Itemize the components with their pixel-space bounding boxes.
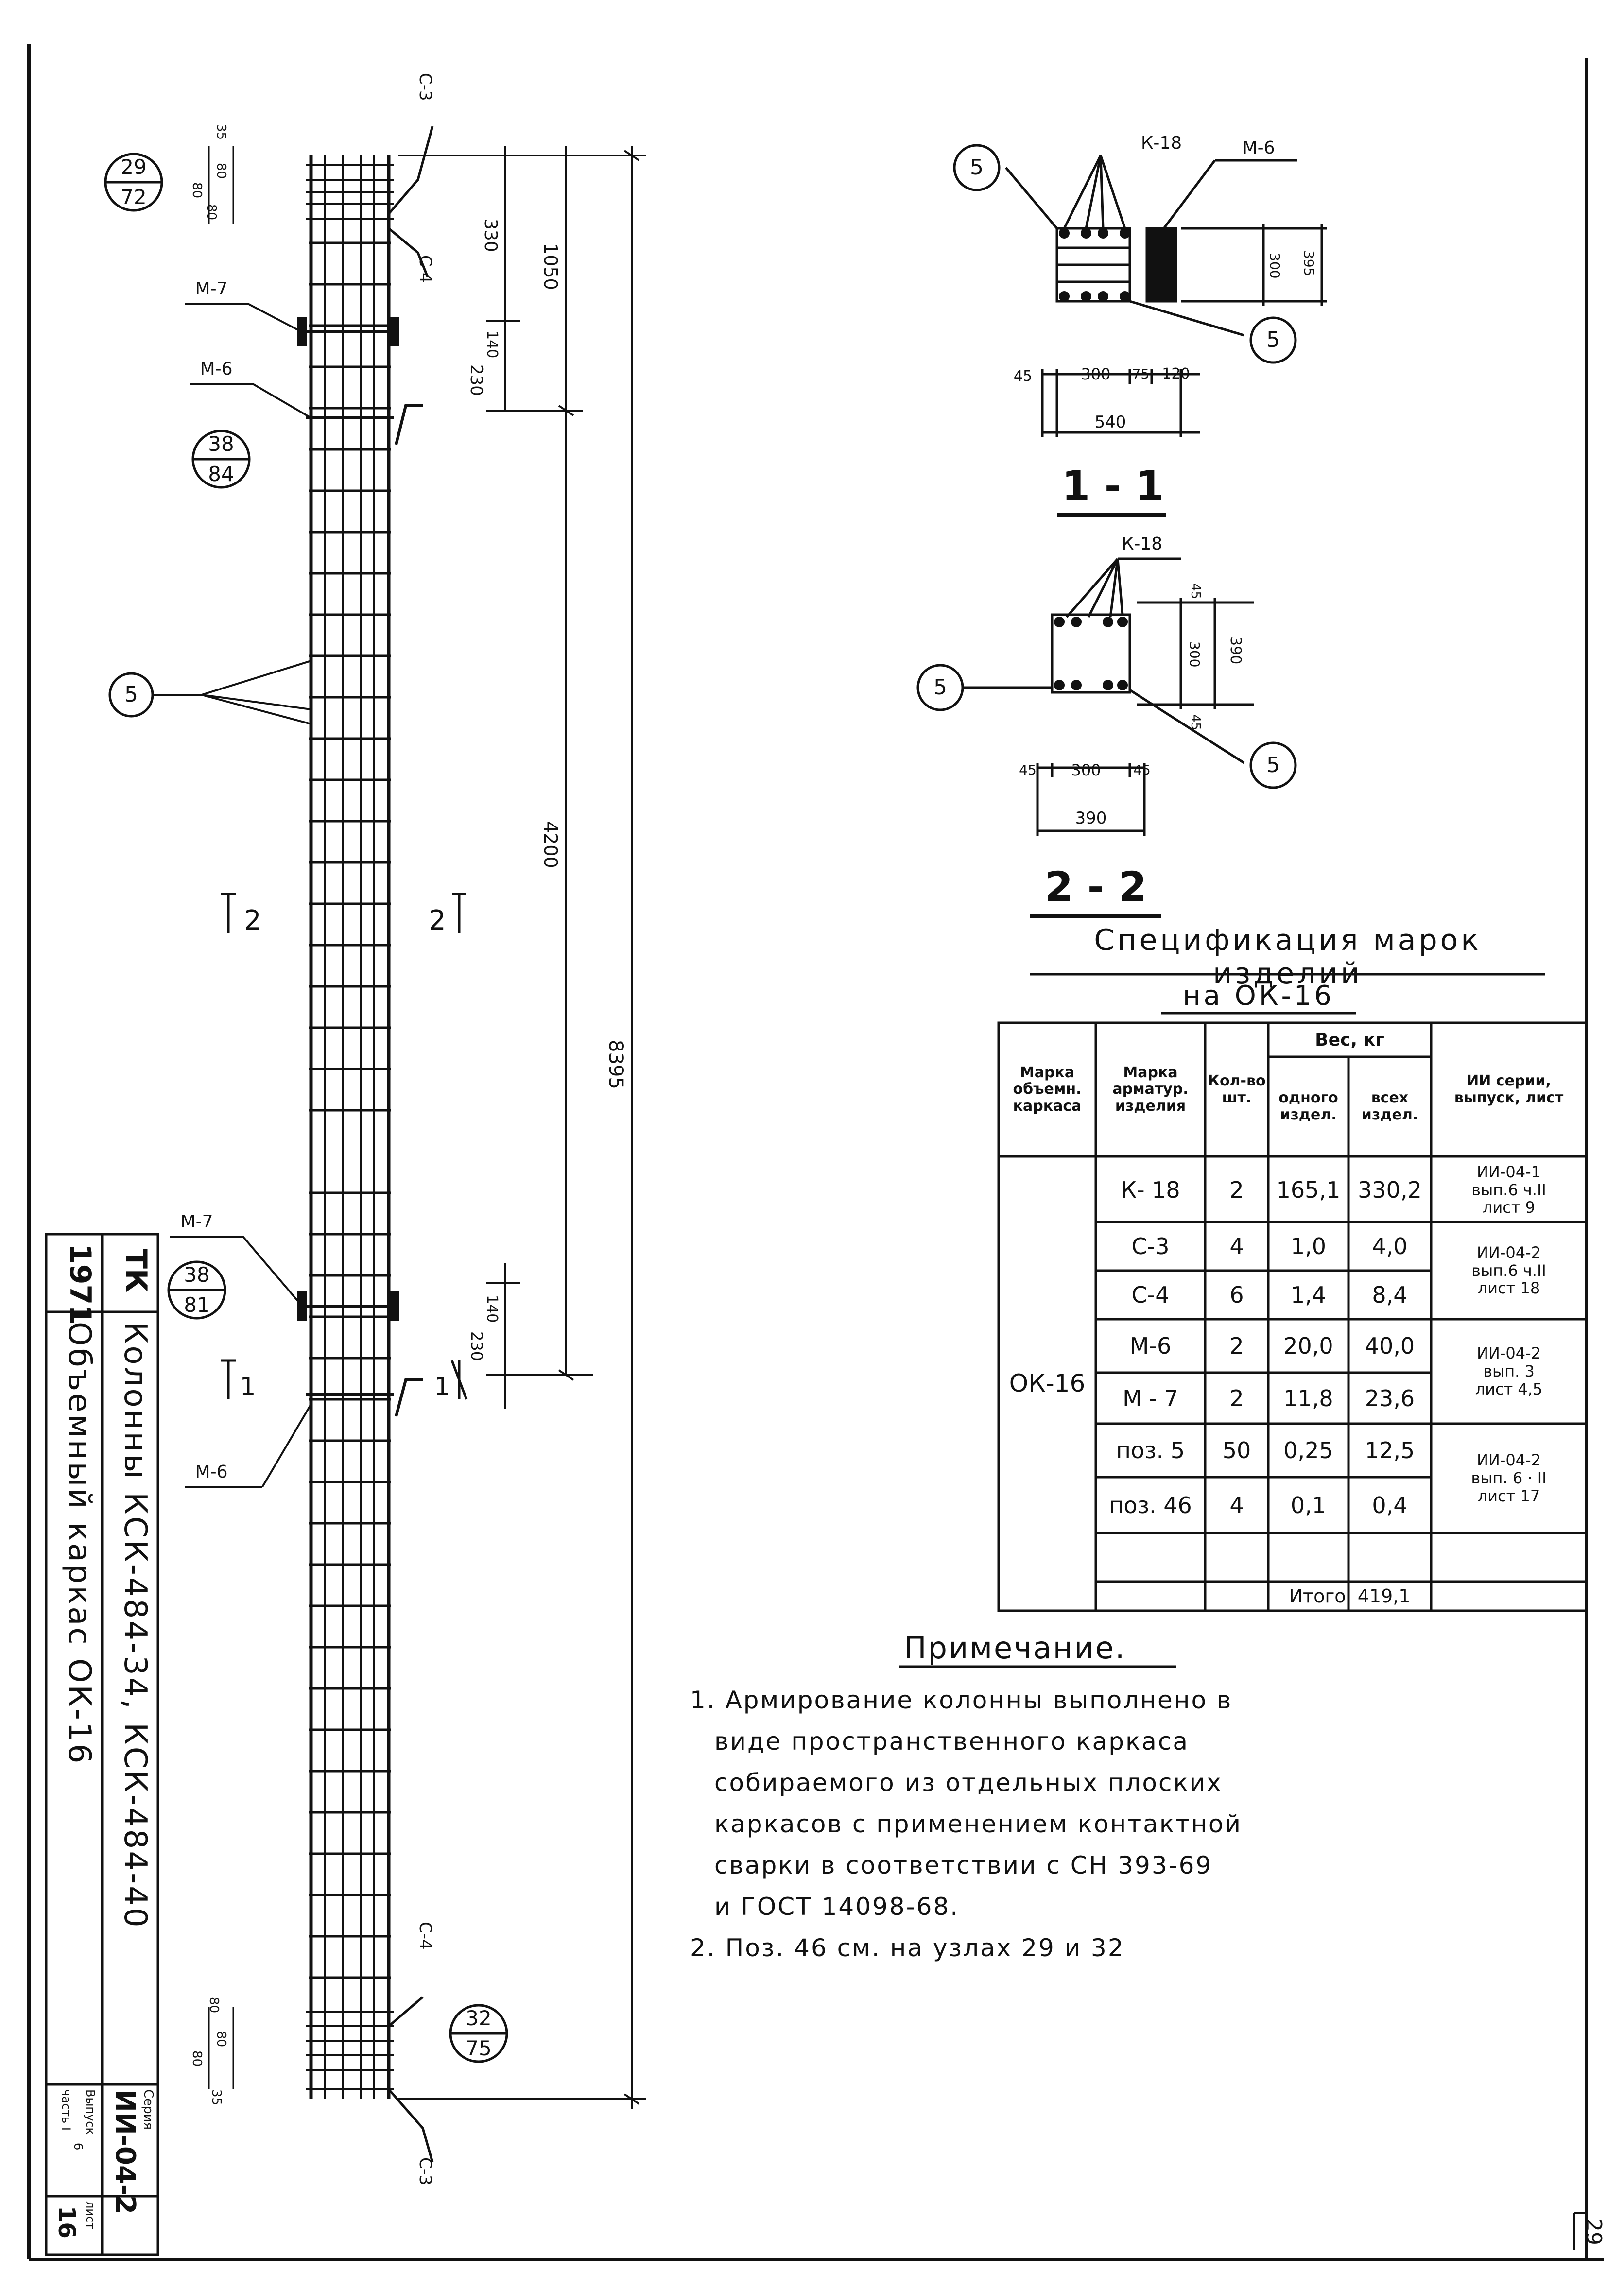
s22-dim-300: 300 — [1071, 760, 1101, 779]
spec-subtitle: на ОК-16 — [1182, 980, 1335, 1012]
column-dimensions — [398, 146, 646, 2109]
spec-cell-one: 1,0 — [1290, 1233, 1327, 1260]
node-75-bottom: 75 — [466, 2036, 492, 2060]
spec-ref-3 — [1433, 1321, 1585, 1422]
spec-cell-qty: 2 — [1229, 1176, 1244, 1203]
s11-dim-300: 300 — [1081, 364, 1111, 383]
section-2-right-label: 2 — [429, 904, 446, 936]
s22-dim-v45b: 45 — [1188, 714, 1203, 731]
spec-cell-mark: С-4 — [1131, 1282, 1170, 1309]
spec-header-weight: Вес, кг — [1315, 1030, 1384, 1050]
dim-80-top-c: 80 — [204, 204, 219, 221]
m6-top-label: М-6 — [200, 359, 233, 379]
dim-140: 140 — [484, 330, 501, 359]
spec-cell-qty: 4 — [1229, 1233, 1244, 1260]
spec-cell-qty: 2 — [1229, 1385, 1244, 1412]
tb-org: ТК — [119, 1249, 153, 1292]
dim-140b: 140 — [484, 1295, 501, 1323]
tb-series-label: Серия — [141, 2089, 155, 2130]
tb-series: ИИ-04-2 — [109, 2089, 141, 2215]
note-line-2: виде пространственного каркаса — [714, 1727, 1190, 1756]
tb-sheet: 16 — [53, 2206, 80, 2238]
m7-plates — [299, 318, 398, 1319]
dim-80-top-b: 80 — [214, 163, 228, 179]
s22-dim-45a: 45 — [1019, 761, 1037, 778]
s11-dim-v395: 395 — [1301, 250, 1317, 276]
s11-dim-v300: 300 — [1267, 253, 1283, 279]
pos5-leaders — [153, 661, 311, 724]
c4-top-label: С-4 — [415, 255, 435, 283]
tb-title-2: Объемный каркас ОК-16 — [61, 1322, 97, 1766]
page-number: 29 — [1581, 2218, 1606, 2245]
node-32-top: 32 — [466, 2006, 492, 2030]
dim-80-bot-a: 80 — [207, 1997, 221, 2014]
rebar-dots — [1054, 228, 1130, 690]
spec-cell-one: 165,1 — [1276, 1176, 1341, 1203]
spec-header-frame-mark: Марка объемн. каркаса — [1013, 1064, 1082, 1115]
node-81-bottom: 81 — [184, 1292, 210, 1317]
c3-top-label: С-3 — [415, 73, 435, 101]
spec-ref-1 — [1433, 1159, 1585, 1221]
s11-dim-75: 75 — [1132, 365, 1150, 382]
section-2-left-label: 2 — [244, 904, 261, 936]
note-line-5: сварки в соответствии с СН 393-69 — [714, 1851, 1213, 1879]
note-line-1: 1. Армирование колонны выполнено в — [690, 1686, 1233, 1714]
section-markers — [221, 894, 466, 1399]
s11-dim-45: 45 — [1013, 367, 1033, 385]
spec-cell-all: 12,5 — [1365, 1437, 1415, 1464]
column-cage — [311, 155, 389, 2099]
spec-cell-all: 4,0 — [1372, 1233, 1408, 1260]
spec-header-qty: Кол-во шт. — [1208, 1072, 1266, 1106]
tb-issue-label: Выпуск — [84, 2089, 97, 2135]
node-38b-top: 38 — [184, 1262, 210, 1287]
spec-ref-4-l3: лист 17 — [1477, 1486, 1540, 1505]
section-1-right-label: 1 — [434, 1372, 450, 1402]
spec-ref-1-l2: вып.6 ч.II — [1471, 1180, 1546, 1199]
tb-issue: 6 — [71, 2143, 85, 2151]
s22-dim-v390: 390 — [1227, 637, 1244, 665]
spec-total: Итого· 419,1 — [1289, 1585, 1411, 1607]
spec-cell-one: 0,25 — [1283, 1437, 1333, 1464]
spec-ref-3-l2: вып. 3 — [1483, 1362, 1535, 1381]
note-line-4: каркасов с применением контактной — [714, 1810, 1243, 1838]
node-84-bottom: 84 — [208, 462, 234, 486]
note-line-7: 2. Поз. 46 см. на узлах 29 и 32 — [690, 1934, 1125, 1962]
dim-4200: 4200 — [540, 821, 561, 868]
s11-dim-540: 540 — [1094, 413, 1126, 432]
spec-cell-one: 0,1 — [1290, 1492, 1327, 1518]
spec-ref-3-l3: лист 4,5 — [1475, 1379, 1543, 1398]
s22-pos5-a: 5 — [933, 674, 947, 700]
spec-cell-mark: С-3 — [1131, 1233, 1170, 1260]
c4-bottom-label: С-4 — [415, 1922, 435, 1950]
note-line-3: собираемого из отдельных плоских — [714, 1769, 1223, 1797]
s11-m6-label: М-6 — [1242, 138, 1275, 158]
s22-pos5-b: 5 — [1266, 752, 1280, 777]
spec-cell-one: 1,4 — [1290, 1282, 1327, 1309]
section-2-2-title: 2 - 2 — [1044, 862, 1147, 911]
c3-bottom-label: С-3 — [415, 2157, 435, 2186]
s11-k18-label: К-18 — [1140, 133, 1182, 154]
node-29-bottom: 72 — [121, 185, 147, 209]
dim-230b: 230 — [467, 1331, 486, 1361]
spec-header-ref: ИИ серии, выпуск, лист — [1454, 1072, 1564, 1106]
end-meshes — [306, 165, 394, 2089]
spec-cell-mark: М - 7 — [1123, 1385, 1178, 1412]
spec-cell-all: 0,4 — [1372, 1492, 1408, 1518]
spec-header-item-mark: Марка арматур. изделия — [1112, 1064, 1189, 1115]
s22-k18-label: К-18 — [1121, 534, 1163, 554]
m7-top-label: М-7 — [195, 279, 228, 299]
spec-cell-one: 20,0 — [1283, 1333, 1333, 1360]
spec-header-weight-all: всех издел. — [1361, 1089, 1418, 1123]
spec-frame-ok16: ОК-16 — [1009, 1369, 1086, 1397]
spec-cell-mark: поз. 5 — [1116, 1437, 1185, 1464]
s22-dim-45b: 45 — [1133, 761, 1151, 778]
m7-bottom-label: М-7 — [180, 1212, 213, 1232]
m6-bottom-label: М-6 — [195, 1462, 228, 1482]
spec-ref-2-l1: ИИ-04-2 — [1476, 1243, 1541, 1262]
spec-cell-mark: поз. 46 — [1109, 1492, 1192, 1518]
spec-ref-1-l1: ИИ-04-1 — [1476, 1162, 1541, 1181]
spec-cell-qty: 2 — [1229, 1333, 1244, 1360]
spec-ref-3-l1: ИИ-04-2 — [1476, 1344, 1541, 1363]
spec-header-weight-one: одного издел. — [1278, 1089, 1338, 1123]
spec-ref-1-l3: лист 9 — [1482, 1198, 1535, 1217]
spec-cell-all: 8,4 — [1372, 1282, 1408, 1309]
section-1-left-label: 1 — [240, 1372, 256, 1402]
section-1-1-title: 1 - 1 — [1061, 462, 1164, 510]
s11-dim-120: 120 — [1162, 365, 1190, 382]
spec-cell-all: 23,6 — [1365, 1385, 1415, 1412]
spec-cell-mark: К- 18 — [1121, 1176, 1180, 1203]
dim-330: 330 — [481, 219, 501, 252]
s22-dim-390: 390 — [1075, 809, 1107, 828]
column-stirrups — [309, 243, 391, 1978]
tb-part: часть I — [59, 2089, 73, 2131]
pos5-marker: 5 — [124, 682, 138, 707]
dim-80-top-a: 80 — [190, 182, 204, 199]
spec-ref-4-l1: ИИ-04-2 — [1476, 1451, 1541, 1470]
tb-title-1: Колонны КСК-484-34, КСК-484-40 — [117, 1322, 153, 1929]
node-38-top: 38 — [208, 431, 234, 456]
spec-ref-2-l2: вып.6 ч.II — [1471, 1261, 1546, 1280]
s22-dim-v45a: 45 — [1188, 583, 1203, 600]
spec-cell-all: 40,0 — [1365, 1333, 1415, 1360]
spec-ref-2-l3: лист 18 — [1477, 1279, 1540, 1298]
spec-ref-4-l2: вып. 6 · II — [1471, 1469, 1547, 1488]
note-line-6: и ГОСТ 14098-68. — [714, 1893, 960, 1921]
spec-title: Спецификация марок изделий — [1094, 923, 1482, 991]
s22-dim-v300: 300 — [1187, 641, 1203, 668]
spec-cell-qty: 4 — [1229, 1492, 1244, 1518]
tb-year: 1971 — [63, 1244, 97, 1325]
spec-ref-2 — [1433, 1223, 1585, 1318]
note-title: Примечание. — [904, 1630, 1126, 1666]
dim-ticks — [559, 151, 639, 2104]
s11-pos5-b: 5 — [1266, 327, 1280, 352]
dim-80-bot-c: 80 — [214, 2031, 228, 2048]
spec-cell-one: 11,8 — [1283, 1385, 1333, 1412]
dim-80-bot-b: 80 — [190, 2050, 204, 2067]
bent-bars — [389, 126, 432, 2162]
dim-35-bot: 35 — [209, 2089, 224, 2106]
s11-pos5-a: 5 — [970, 155, 984, 180]
node-29-top: 29 — [121, 155, 147, 179]
tb-sheet-label: лист — [84, 2201, 97, 2230]
dim-8395: 8395 — [605, 1040, 627, 1089]
node-circles — [105, 154, 507, 2062]
spec-cell-qty: 6 — [1229, 1282, 1244, 1309]
spec-cell-qty: 50 — [1222, 1437, 1251, 1464]
spec-cell-mark: М-6 — [1129, 1333, 1172, 1360]
dim-230: 230 — [466, 364, 486, 396]
dim-1050: 1050 — [540, 243, 561, 290]
spec-cell-all: 330,2 — [1358, 1176, 1422, 1203]
spec-ref-4 — [1433, 1425, 1585, 1532]
dim-35-top: 35 — [214, 124, 228, 140]
